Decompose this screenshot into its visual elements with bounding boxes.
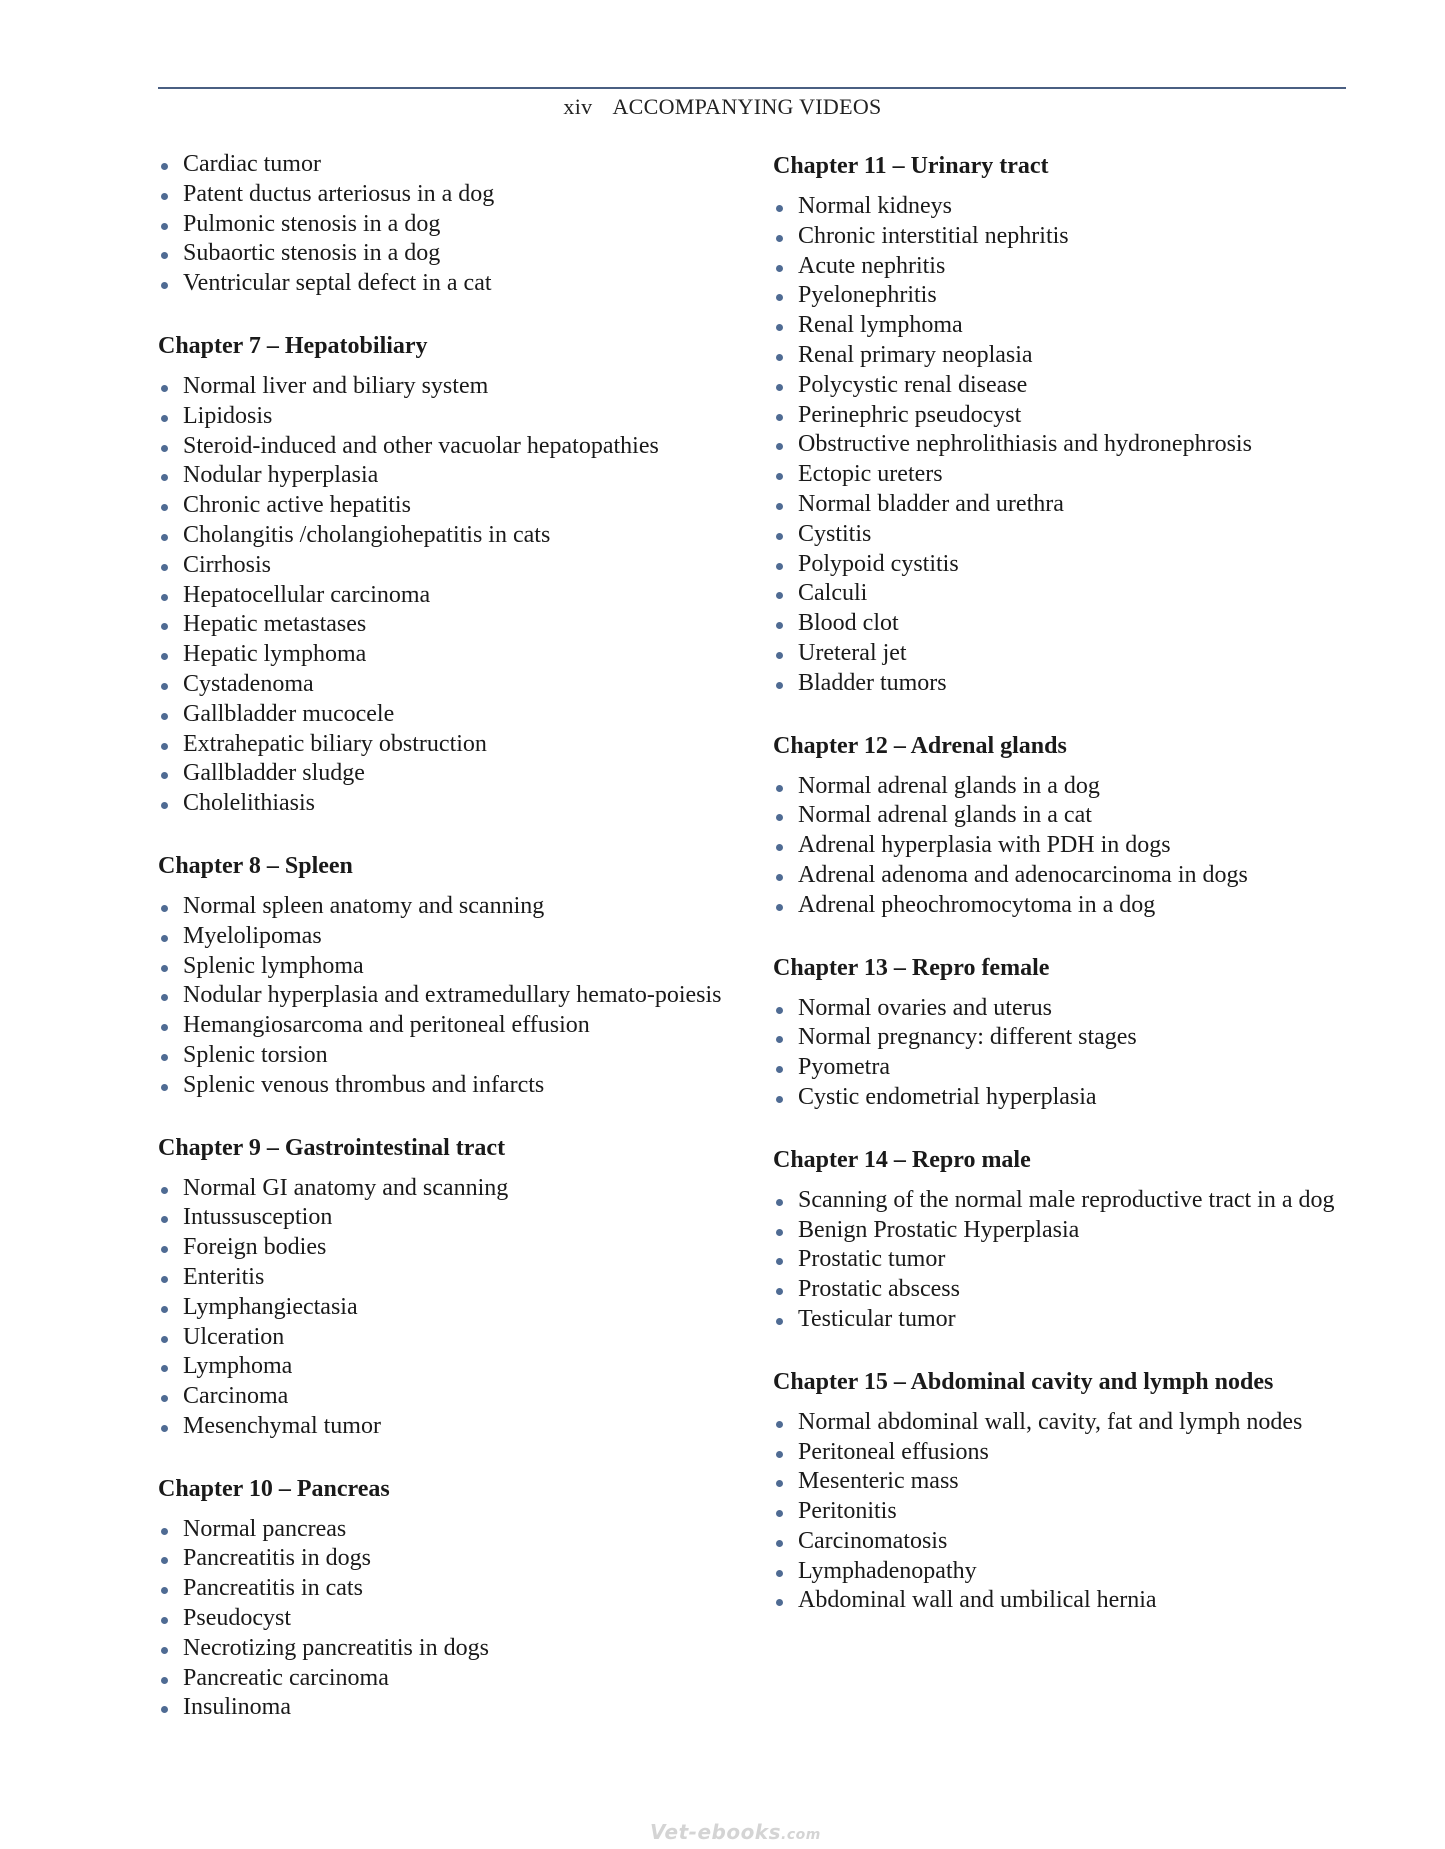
list-item: Ulceration [158,1323,730,1353]
list-item: Cholangitis /cholangiohepatitis in cats [158,521,730,551]
list-item: Normal adrenal glands in a dog [773,772,1345,802]
list-item: Gallbladder sludge [158,759,730,789]
list-item: Peritoneal effusions [773,1438,1345,1468]
list-item: Foreign bodies [158,1233,730,1263]
list-item: Abdominal wall and umbilical hernia [773,1586,1345,1616]
list-item: Bladder tumors [773,669,1345,699]
list-item: Cystitis [773,520,1345,550]
list-item: Normal pancreas [158,1515,730,1545]
chapter-heading: Chapter 11 – Urinary tract [773,153,1049,179]
chapter-heading: Chapter 10 – Pancreas [158,1475,390,1502]
list-item: Normal GI anatomy and scanning [158,1174,730,1204]
list-item: Nodular hyperplasia and extramedullary hemato-poiesis [158,981,730,1011]
list-item: Carcinomatosis [773,1527,1345,1557]
continued-items-list [158,150,730,299]
list-item: Calculi [773,579,1345,609]
list-item: Enteritis [158,1263,730,1293]
list-item: Pseudocyst [158,1604,730,1634]
list-item: Normal kidneys [773,192,1345,222]
list-item: Splenic lymphoma [158,952,730,982]
list-item: Mesenchymal tumor [158,1412,730,1442]
list-item: Adrenal hyperplasia with PDH in dogs [773,831,1345,861]
list-item: Extrahepatic biliary obstruction [158,730,730,760]
list-item: Obstructive nephrolithiasis and hydronephrosis [773,430,1345,460]
chapter-heading: Chapter 14 – Repro male [773,1146,1031,1173]
running-head [0,94,1445,120]
chapter-heading: Chapter 15 – Abdominal cavity and lymph nodes [773,1368,1274,1395]
list-item: Pancreatitis in cats [158,1574,730,1604]
chapter-items-list [158,892,730,1101]
chapter-items-list [158,1174,730,1442]
list-item: Chronic active hepatitis [158,491,730,521]
list-item: Polypoid cystitis [773,550,1345,580]
header-rule [158,87,1346,89]
chapter-heading: Chapter 8 – Spleen [158,852,353,879]
list-item: Cholelithiasis [158,789,730,819]
list-item: Acute nephritis [773,252,1345,282]
list-item: Nodular hyperplasia [158,461,730,491]
list-item: Splenic venous thrombus and infarcts [158,1071,730,1101]
chapter-11-section [773,150,1345,699]
right-column [773,150,1345,1647]
list-item: Gallbladder mucocele [158,700,730,730]
list-item: Hepatic lymphoma [158,640,730,670]
list-item: Hepatic metastases [158,610,730,640]
list-item: Mesenteric mass [773,1467,1345,1497]
list-item: Prostatic abscess [773,1275,1345,1305]
list-item: Normal liver and biliary system [158,372,730,402]
list-item: Cardiac tumor [158,150,730,180]
list-item: Renal lymphoma [773,311,1345,341]
chapter-7-section [158,330,730,819]
list-item: Cystadenoma [158,670,730,700]
chapter-13-section [773,952,1345,1113]
list-item: Pyometra [773,1053,1345,1083]
chapter-12-section [773,730,1345,921]
list-item: Necrotizing pancreatitis in dogs [158,1634,730,1664]
chapter-items-list [773,1186,1345,1335]
chapter-9-section [158,1132,730,1442]
list-item: Patent ductus arteriosus in a dog [158,180,730,210]
list-item: Blood clot [773,609,1345,639]
list-item: Peritonitis [773,1497,1345,1527]
left-column [158,150,730,1754]
chapter-items-list [773,994,1345,1113]
chapter-items-list [158,1515,730,1724]
watermark-suffix: .com [781,1827,821,1843]
list-item: Hepatocellular carcinoma [158,581,730,611]
chapter-heading: Chapter 7 – Hepatobiliary [158,332,428,359]
page-number: xiv [563,94,593,119]
list-item: Scanning of the normal male reproductive tract in a dog [773,1186,1345,1216]
list-item: Carcinoma [158,1382,730,1412]
list-item: Cystic endometrial hyperplasia [773,1083,1345,1113]
list-item: Perinephric pseudocyst [773,401,1345,431]
chapter-heading: Chapter 9 – Gastrointestinal tract [158,1134,506,1161]
list-item: Normal bladder and urethra [773,490,1345,520]
list-item: Lipidosis [158,402,730,432]
chapter-15-section [773,1366,1345,1617]
list-item: Splenic torsion [158,1041,730,1071]
list-item: Chronic interstitial nephritis [773,222,1345,252]
chapter-items-list [158,372,730,819]
chapter-heading: Chapter 13 – Repro female [773,954,1050,981]
list-item: Adrenal pheochromocytoma in a dog [773,891,1345,921]
watermark-logo [650,1820,821,1844]
list-item: Ventricular septal defect in a cat [158,269,730,299]
list-item: Myelolipomas [158,922,730,952]
page-header-title: ACCOMPANYING VIDEOS [612,94,882,119]
list-item: Subaortic stenosis in a dog [158,239,730,269]
list-item: Pancreatic carcinoma [158,1664,730,1694]
list-item: Normal ovaries and uterus [773,994,1345,1024]
list-item: Normal abdominal wall, cavity, fat and lymph nodes [773,1408,1345,1438]
chapter-8-section [158,850,730,1101]
chapter-14-section [773,1144,1345,1335]
list-item: Adrenal adenoma and adenocarcinoma in dogs [773,861,1345,891]
list-item: Normal pregnancy: different stages [773,1023,1345,1053]
chapter-items-list [773,192,1345,699]
list-item: Pyelonephritis [773,281,1345,311]
chapter-items-list [773,1408,1345,1617]
list-item: Intussusception [158,1203,730,1233]
list-item: Prostatic tumor [773,1245,1345,1275]
chapter-10-section [158,1473,730,1724]
list-item: Pulmonic stenosis in a dog [158,210,730,240]
list-item: Testicular tumor [773,1305,1345,1335]
list-item: Normal spleen anatomy and scanning [158,892,730,922]
chapter-items-list [773,772,1345,921]
watermark-text: Vet-ebooks [650,1820,782,1844]
list-item: Renal primary neoplasia [773,341,1345,371]
list-item: Steroid-induced and other vacuolar hepatopathies [158,432,730,462]
list-item: Benign Prostatic Hyperplasia [773,1216,1345,1246]
list-item: Lymphadenopathy [773,1557,1345,1587]
list-item: Cirrhosis [158,551,730,581]
list-item: Pancreatitis in dogs [158,1544,730,1574]
list-item: Polycystic renal disease [773,371,1345,401]
list-item: Ectopic ureters [773,460,1345,490]
chapter-heading: Chapter 12 – Adrenal glands [773,732,1067,759]
list-item: Lymphangiectasia [158,1293,730,1323]
list-item: Lymphoma [158,1352,730,1382]
list-item: Insulinoma [158,1693,730,1723]
continued-section [158,150,730,299]
list-item: Normal adrenal glands in a cat [773,801,1345,831]
list-item: Hemangiosarcoma and peritoneal effusion [158,1011,730,1041]
list-item: Ureteral jet [773,639,1345,669]
